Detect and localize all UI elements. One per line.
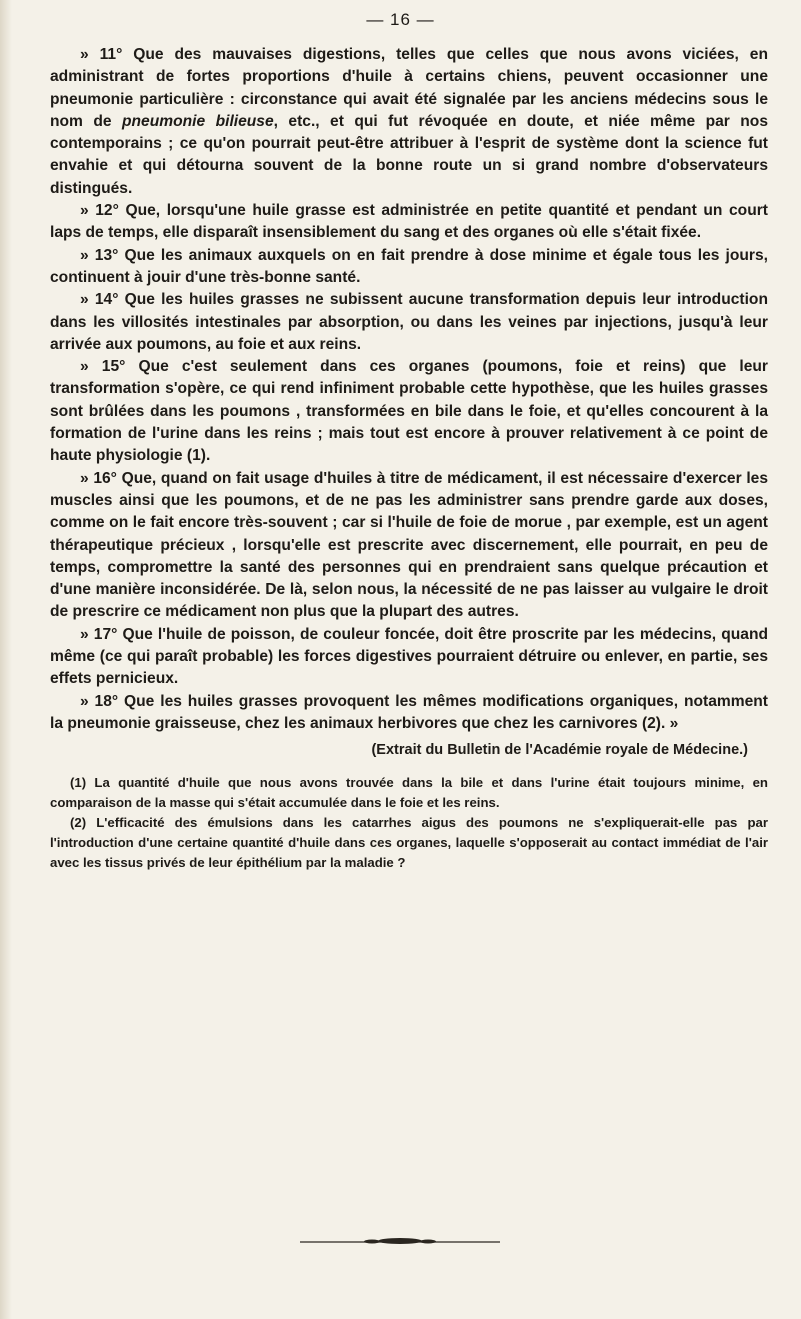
paragraph-15: » 15° Que c'est seulement dans ces organes (poumons, foie et reins) que leur transformation s'opère, ce qui rend infiniment probable cette hypothèse, que les huiles grasses sont brûlées dans les poumons , transformées en bile dans le foie, et qu'elles concourent à la formation de l'urine dans les reins ; mais tout est encore à prouver relativement à ce point de haute physiologie (1). xyxy=(50,358,768,465)
paragraph-13: » 13° Que les animaux auxquels on en fait prendre à dose minime et égale tous les jours, continuent à jouir d'une très-bonne santé. xyxy=(50,246,768,286)
footnote-1: (1) La quantité d'huile que nous avons trouvée dans la bile et dans l'urine était toujours minime, en comparaison de la masse qui s'était accumulée dans le foie et les reins. xyxy=(50,775,768,811)
footnote-spacer xyxy=(50,761,768,773)
page-number: — 16 — xyxy=(366,10,435,29)
paragraph-17: » 17° Que l'huile de poisson, de couleur foncée, doit être proscrite par les médecins, quand même (ce qui paraît probable) les forces digestives pourraient détruire ou enlever, en partie, ses effets pernicieux. xyxy=(50,625,768,688)
page-binding-edge xyxy=(0,0,12,1319)
emphasis-term: pneumonie bilieuse xyxy=(121,112,274,130)
paragraph-11: » 11° Que des mauvaises digestions, telles que celles que nous avons viciées, en administrant de fortes proportions d'huile à certains chiens, peuvent occasionner une pneumonie particulière : circonstance qui avait été signalée par les anciens médecins sous le nom de pneumonie bilieuse, etc., et qui fut révoquée en doute, et niée même par nos contemporains ; ce qu'on pourrait peut-être attribuer à l'esprit de système dont la science fut envahie et qui détourna souvent de la bonne route un si grand nombre d'observateurs distingués. xyxy=(50,46,768,197)
footnote-2: (2) L'efficacité des émulsions dans les catarrhes aigus des poumons ne s'expliquerait-elle pas par l'introduction d'une certaine quantité d'huile dans ces organes, laquelle s'opposerait au contact immédiat de l'air avec les tissus privés de leur épithélium par la maladie ? xyxy=(50,815,768,871)
end-ornament xyxy=(300,1236,500,1246)
article-body xyxy=(50,44,768,873)
paragraph-14: » 14° Que les huiles grasses ne subissent aucune transformation depuis leur introduction dans les villosités intestinales par absorption, ou dans les veines par injections, jusqu'à leur arrivée aux poumons, au foie et aux reins. xyxy=(50,291,768,353)
paragraph-16: » 16° Que, quand on fait usage d'huiles à titre de médicament, il est nécessaire d'exercer les muscles ainsi que les poumons, et de ne pas les administrer sans prendre garde aux doses, comme on le fait encore très-souvent ; car si l'huile de foie de morue , par exemple, est un agent thérapeutique précieux , lorsqu'elle est prescrite avec discernement, elle pourrait, en peu de temps, compromettre la santé des personnes qui en prendraient sans quelque précaution et d'une manière inconsidérée. De là, selon nous, la nécessité de ne pas laisser au vulgaire le droit de prescrire ce médicament non plus que la plupart des autres. xyxy=(50,469,768,621)
source-citation: (Extrait du Bulletin de l'Académie royale de Médecine.) xyxy=(371,742,748,759)
paragraph-12: » 12° Que, lorsqu'une huile grasse est administrée en petite quantité et pendant un court laps de temps, elle disparaît insensiblement du sang et des organes où elle s'était fixée. xyxy=(50,202,768,242)
paragraph-18: » 18° Que les huiles grasses provoquent les mêmes modifications organiques, notamment la pneumonie graisseuse, chez les animaux herbivores que chez les carnivores (2). » xyxy=(50,692,768,732)
